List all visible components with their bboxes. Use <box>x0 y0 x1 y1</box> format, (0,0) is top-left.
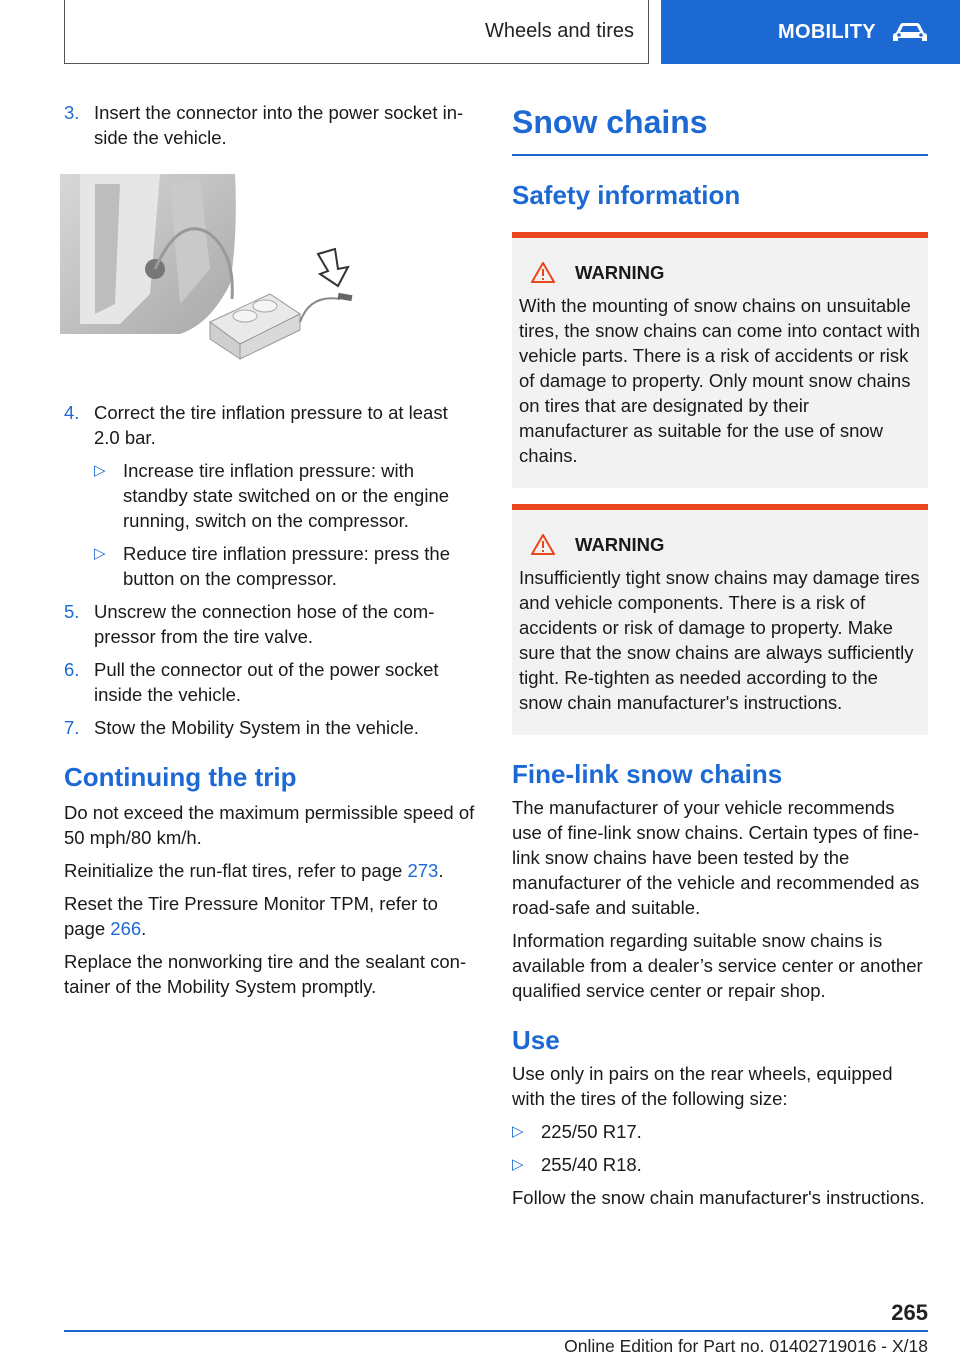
warning-triangle-icon <box>531 262 555 283</box>
list-item <box>94 541 478 591</box>
header-chapter-tab <box>661 0 960 64</box>
warning-triangle-icon <box>531 534 555 555</box>
warning-text: Insufficiently tight snow chains may damage tires and vehicle components. There is a risk of accidents or risk of damage to property. Make sure that the snow chains are always sufficiently tight. Re-tighten as needed according to the snow chain manufacturer's instructions. <box>519 567 920 713</box>
step-text: Unscrew the connection hose of the compressor from the tire valve. <box>94 601 435 647</box>
warning-box <box>512 232 928 488</box>
warning-text: With the mounting of snow chains on unsuitable tires, the snow chains can come into contact with vehicle parts. There is a risk of accidents or risk of damage to property. Only mount snow chains on tires that are designated by their manufacturer as suitable for the use of snow chains. <box>519 295 921 466</box>
paragraph-text: Reinitialize the run-flat tires, refer to page <box>64 860 408 881</box>
list-item <box>512 1119 928 1144</box>
triangle-bullet-icon: ▷ <box>94 545 106 562</box>
tire-size: 255/40 R18. <box>541 1154 642 1175</box>
right-column <box>512 100 928 1218</box>
warning-header <box>519 532 922 557</box>
step-number: 3. <box>64 102 80 123</box>
step-text: Correct the tire inflation pressure to at least 2.0 bar. <box>94 402 448 448</box>
page-title: Snow chains <box>512 100 928 156</box>
triangle-bullet-icon: ▷ <box>512 1123 524 1140</box>
use-paragraph: Use only in pairs on the rear wheels, equipped with the tires of the following size: <box>512 1063 893 1109</box>
step-7 <box>64 715 478 740</box>
list-item-text: Increase tire inflation pressure: with standby state switched on or the engine running, switch on the compressor. <box>123 460 450 531</box>
step-4 <box>64 400 478 450</box>
list-item <box>512 1152 928 1177</box>
step-text: Pull the connector out of the power socket inside the vehicle. <box>94 659 439 705</box>
fine-link-paragraph: The manufacturer of your vehicle recommends use of fine-link snow chains. Certain types of fine-link snow chains have been tested by the manufacturer of the vehicle and recommended as road-safe and suitable. <box>512 797 920 918</box>
page-link-273[interactable]: 273 <box>407 860 439 881</box>
step-number: 6. <box>64 659 80 680</box>
header-section-tab <box>64 0 649 64</box>
page-link-266[interactable]: 266 <box>110 918 142 939</box>
page-number: 265 <box>891 1300 928 1325</box>
step-text: Stow the Mobility System in the vehicle. <box>94 717 419 738</box>
tire-size: 225/50 R17. <box>541 1121 642 1142</box>
step-number: 7. <box>64 717 80 738</box>
step-number: 5. <box>64 601 80 622</box>
replace-paragraph: Replace the nonworking tire and the sealant container of the Mobility System promptly. <box>64 951 467 997</box>
step-number: 4. <box>64 402 80 423</box>
warning-box <box>512 504 928 735</box>
step-6 <box>64 657 478 707</box>
safety-heading: Safety information <box>512 180 741 210</box>
triangle-bullet-icon: ▷ <box>512 1156 524 1173</box>
left-column <box>64 100 478 1007</box>
continuing-trip-heading: Continuing the trip <box>64 762 297 792</box>
use-heading: Use <box>512 1025 560 1055</box>
triangle-bullet-icon: ▷ <box>94 462 106 479</box>
step-3 <box>64 100 478 150</box>
reset-tpm-paragraph <box>64 891 478 941</box>
footer-divider <box>64 1330 928 1332</box>
header-section-label: Wheels and tires <box>485 20 634 42</box>
follow-instructions-paragraph: Follow the snow chain manufacturer's instructions. <box>512 1187 925 1208</box>
paragraph-text: . <box>141 918 147 939</box>
step-5 <box>64 599 478 649</box>
list-item-text: Reduce tire inflation pressure: press the button on the compressor. <box>123 543 451 589</box>
car-icon <box>890 20 930 44</box>
step-text: Insert the connector into the power socket inside the vehicle. <box>94 102 464 148</box>
reinitialize-paragraph <box>64 858 478 883</box>
header-chapter-label: MOBILITY <box>778 20 876 43</box>
info-paragraph: Information regarding suitable snow chains is available from a dealer’s service center or another qualified service center or repair shop. <box>512 930 923 1001</box>
warning-label: WARNING <box>575 534 665 555</box>
paragraph-text: . <box>438 860 444 881</box>
compressor-illustration <box>60 174 360 364</box>
paragraph-text: Reset the Tire Pressure Monitor TPM, refer to page <box>64 893 438 939</box>
warning-header <box>519 260 922 285</box>
speed-paragraph: Do not exceed the maximum permissible speed of 50 mph/80 km/h. <box>64 802 475 848</box>
list-item <box>94 458 478 533</box>
footer-edition: Online Edition for Part no. 01402719016 - X/18 <box>564 1336 928 1356</box>
fine-link-heading: Fine-link snow chains <box>512 759 783 789</box>
warning-label: WARNING <box>575 262 665 283</box>
